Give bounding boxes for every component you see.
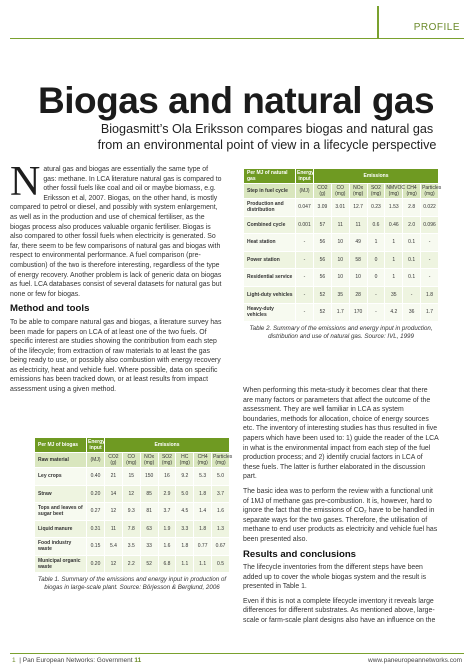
table2-unit-6: CH4 (mg): [403, 184, 421, 199]
table-cell: 3.01: [331, 199, 349, 217]
table-cell: 4.5: [176, 503, 194, 521]
row-label: Straw: [35, 485, 87, 503]
table-cell: 1.8: [194, 520, 212, 538]
table-cell: 1.1: [176, 555, 194, 573]
table-cell: -: [421, 269, 439, 287]
table1-unit-3: NOx (mg): [140, 453, 158, 468]
table1-unit-6: CH4 (mg): [194, 453, 212, 468]
table2-unit-0: (MJ): [296, 184, 314, 199]
table-cell: 4.2: [385, 304, 403, 322]
table-cell: 36: [403, 304, 421, 322]
table-cell: 11: [331, 216, 349, 234]
table-cell: 1.4: [194, 503, 212, 521]
table-cell: 1.9: [158, 520, 176, 538]
table-cell: 2.0: [403, 216, 421, 234]
method-heading: Method and tools: [10, 303, 90, 315]
table-cell: 0.20: [87, 555, 105, 573]
table-cell: 1.8: [194, 485, 212, 503]
table2-unit-2: CO (mg): [331, 184, 349, 199]
table-cell: 1.7: [331, 304, 349, 322]
row-label: Residential service: [244, 269, 296, 287]
table1-unit-2: CO (mg): [122, 453, 140, 468]
table-cell: 1.8: [176, 538, 194, 556]
table-cell: 56: [314, 251, 332, 269]
inventory-paragraph: Even if this is not a complete lifecycle inventory it reveals large differences for different substrates. As mentioned above, large-scale or farm-scale plant designs also have an influence on the: [243, 597, 436, 625]
table2-unit-1: CO2 (g): [314, 184, 332, 199]
table-cell: 0.6: [367, 216, 385, 234]
table2-block: [243, 168, 442, 341]
table-cell: 0: [367, 251, 385, 269]
table-cell: 10: [331, 234, 349, 252]
table2-energy-input-header: Energy input: [297, 170, 314, 182]
table-cell: 1: [385, 269, 403, 287]
table-cell: 14: [105, 485, 123, 503]
table2-unit-4: SO2 (mg): [367, 184, 385, 199]
table1-unit-5: HC (mg): [176, 453, 194, 468]
table-cell: 170: [349, 304, 367, 322]
table-cell: 52: [140, 555, 158, 573]
table-row: [244, 286, 439, 304]
row-label: Food industry waste: [35, 538, 87, 556]
table-cell: 5.0: [176, 485, 194, 503]
table-cell: -: [296, 251, 314, 269]
row-label: Heat station: [244, 234, 296, 252]
issue-number: 11: [134, 657, 142, 664]
table-row: [244, 234, 439, 252]
table-row: [244, 199, 439, 217]
table-cell: 56: [314, 269, 332, 287]
row-label: Ley crops: [35, 468, 87, 486]
intro-paragraph: Natural gas and biogas are essentially the same type of gas: methane. In LCA literature natural gas is compared to other fossil fuels like coal and oil or maybe biomass, e.g. Eriksson et al, 2007. Biogas, on the other hand, is mostly compared to petrol or diesel, and possibly with system enlargement, as well as in the production and use of chemical fertiliser, as the biogas process also produces valuable organic fertiliser. Biogas is also compared to other fossil fuels when electricity is generated. So far, there seem to be few comparisons of natural gas and biogas with respect to environmental performance. A fuel comparison (pre-combustion) of the two is therefore interesting, regardless of the type of energy recovery. Another problem is lack of generic data on biogas as fuel. LCA databases consist of several datasets for natural gas but none or few for biogas.: [10, 159, 222, 298]
table-cell: 58: [349, 251, 367, 269]
table2-corner: Per MJ of natural gas: [244, 169, 296, 184]
table-cell: 1: [385, 234, 403, 252]
table2-unit-7: Particles (mg): [422, 185, 442, 197]
table2-unit-5: NMVOC (mg): [386, 185, 405, 197]
article-headline: Biogas and natural gas: [38, 80, 435, 121]
table-cell: 0: [367, 269, 385, 287]
table2-unit-label: Step in fuel cycle: [244, 184, 296, 199]
table1-corner: Per MJ of biogas: [35, 438, 87, 453]
natural-gas-emissions-table: [243, 168, 442, 322]
table-cell: 0.31: [87, 520, 105, 538]
functional-unit-paragraph: The basic idea was to perform the review with a functional unit of 1MJ of methane gas pre-combustion. It is, however, hard to ignore the fact that the emissions of CO₂ have to be handled in separate ways for the two gases. Therefore, the utilisation of methane to end user products as electricity and vehicle fuel has been presented also.: [243, 487, 438, 543]
table-row: [244, 251, 439, 269]
table-row: [244, 269, 439, 287]
results-heading: Results and conclusions: [243, 548, 357, 560]
table-cell: 0.022: [421, 199, 439, 217]
right-column: [243, 386, 439, 631]
table-cell: 33: [140, 538, 158, 556]
table-cell: 0.15: [87, 538, 105, 556]
table-cell: 1: [367, 234, 385, 252]
row-label: Heavy-duty vehicles: [244, 304, 296, 322]
table1-unit-0: (MJ): [87, 453, 105, 468]
table-cell: 1.6: [158, 538, 176, 556]
row-label: Combined cycle: [244, 216, 296, 234]
table1-energy-input-header: Energy input: [88, 439, 105, 451]
table-cell: 7.8: [122, 520, 140, 538]
table-cell: 10: [349, 269, 367, 287]
table-cell: 0.1: [403, 251, 421, 269]
table-cell: 5.0: [212, 468, 230, 486]
row-label: Municipal organic waste: [35, 555, 87, 573]
footer-rule: [10, 653, 464, 654]
table-row: [35, 520, 230, 538]
table1-unit-7: Particles (mg): [213, 454, 233, 466]
table-cell: 28: [349, 286, 367, 304]
table-cell: 35: [385, 286, 403, 304]
table-cell: 9.3: [122, 503, 140, 521]
table-cell: 2.2: [122, 555, 140, 573]
biogas-emissions-table: [34, 437, 233, 573]
table-cell: 21: [105, 468, 123, 486]
table-cell: 1.8: [421, 286, 439, 304]
table-cell: 1.3: [212, 520, 230, 538]
table1-unit-label: Raw material: [35, 453, 87, 468]
table-cell: 0.23: [367, 199, 385, 217]
table-cell: 1: [385, 251, 403, 269]
table-cell: 35: [331, 286, 349, 304]
top-rule: [10, 38, 464, 39]
table-cell: 11: [349, 216, 367, 234]
row-label: Power station: [244, 251, 296, 269]
table-cell: 57: [314, 216, 332, 234]
table-cell: 11: [105, 520, 123, 538]
table-cell: 0.77: [194, 538, 212, 556]
table-row: [244, 304, 439, 322]
table-cell: 0.27: [87, 503, 105, 521]
page-number: 1: [12, 657, 16, 664]
table-cell: -: [421, 234, 439, 252]
table-cell: 0.096: [421, 216, 439, 234]
table-cell: 85: [140, 485, 158, 503]
table-cell: 0.40: [87, 468, 105, 486]
table-cell: 0.46: [385, 216, 403, 234]
table2-emissions-header: Emissions: [314, 169, 439, 184]
table-row: [35, 555, 230, 573]
table-cell: -: [403, 286, 421, 304]
table-cell: 56: [314, 234, 332, 252]
footer-url: www.paneuropeannetworks.com: [368, 657, 462, 664]
table-cell: 0.20: [87, 485, 105, 503]
table-cell: 2.9: [158, 485, 176, 503]
table-cell: -: [296, 286, 314, 304]
table-cell: 10: [331, 251, 349, 269]
table-cell: 3.5: [122, 538, 140, 556]
table-cell: -: [421, 251, 439, 269]
table-cell: 12: [105, 555, 123, 573]
section-label: PROFILE: [413, 22, 460, 33]
table-cell: 52: [314, 304, 332, 322]
table-cell: 12: [122, 485, 140, 503]
table1-unit-1: CO2 (g): [105, 453, 123, 468]
table-cell: 0.047: [296, 199, 314, 217]
standfirst: Biogasmitt’s Ola Eriksson compares biogas and natural gas from an environmental point of view in a lifecycle perspective: [97, 122, 437, 152]
table-row: [35, 485, 230, 503]
table-cell: 0.1: [403, 269, 421, 287]
meta-study-paragraph: When performing this meta-study it becomes clear that there are many factors or parameters that affect the outcome of the assessment. They are well familiar in LCA as system boundaries, methods for allocation, choice of energy sources etc. The inventory of interesting studies has thus resulted in five papers which have been used to: 1) guide the reader of the LCA in what is the environmental impact from each step of the fuel production process; and 2) identify crucial factors in LCA of these fuels. The latter is further elaborated in the discussion part.: [243, 387, 439, 481]
table-cell: 1.7: [421, 304, 439, 322]
table-cell: 52: [314, 286, 332, 304]
table-cell: 3.7: [158, 503, 176, 521]
table1-emissions-header: Emissions: [105, 438, 230, 453]
table-cell: 0.001: [296, 216, 314, 234]
table-cell: 5.4: [105, 538, 123, 556]
table-cell: 12: [105, 503, 123, 521]
table-row: [35, 468, 230, 486]
table1-block: [34, 437, 233, 592]
table-cell: 3.7: [212, 485, 230, 503]
table-cell: 2.8: [403, 199, 421, 217]
table-cell: 9.2: [176, 468, 194, 486]
table-row: [244, 216, 439, 234]
table-cell: 81: [140, 503, 158, 521]
table-cell: 15: [122, 468, 140, 486]
footer-left: 1 | Pan European Networks: Government 11: [12, 657, 142, 664]
table-cell: -: [296, 304, 314, 322]
table-cell: 1.6: [212, 503, 230, 521]
row-label: Liquid manure: [35, 520, 87, 538]
table2-caption: Table 2. Summary of the emissions and energy input in production, distribution and use of natural gas. Source: IVL, 1999: [249, 324, 433, 340]
profile-divider: [377, 6, 379, 38]
method-paragraph: To be able to compare natural gas and biogas, a literature survey has been made for papers on LCA of at least one of the two fuels. Of specific interest are studies showing the contribution from each step of the lifecycle; from extraction of raw materials to at least the gas being ready to use, or possibly also combustion with energy recovery as electricity, heat and vehicle fuel. Where possible, data on specific emissions has been tracked down, or at least results from impact assessment using a given method.: [10, 318, 222, 394]
table-cell: 1.1: [194, 555, 212, 573]
table-cell: 3.3: [176, 520, 194, 538]
table-cell: 5.3: [194, 468, 212, 486]
table-row: [35, 503, 230, 521]
table-cell: 0.1: [403, 234, 421, 252]
table1-unit-4: SO2 (mg): [158, 453, 176, 468]
table-cell: 0.5: [212, 555, 230, 573]
table-cell: -: [367, 286, 385, 304]
row-label: Light-duty vehicles: [244, 286, 296, 304]
table1-caption: Table 1. Summary of the emissions and energy input in production of biogas in large-scale plant. Source: Börjesson & Berglund, 2006: [37, 576, 227, 591]
table-cell: 6.8: [158, 555, 176, 573]
table-cell: 63: [140, 520, 158, 538]
table-cell: 0.67: [212, 538, 230, 556]
table-cell: 3.09: [314, 199, 332, 217]
table-cell: 1.53: [385, 199, 403, 217]
table-row: [35, 538, 230, 556]
table-cell: 150: [140, 468, 158, 486]
row-label: Tops and leaves of sugar beet: [35, 503, 87, 521]
drop-cap: N: [10, 159, 41, 205]
table2-unit-3: NOx (mg): [349, 184, 367, 199]
table-cell: -: [296, 269, 314, 287]
table-cell: -: [296, 234, 314, 252]
left-column: [10, 159, 222, 400]
results-paragraph: The lifecycle inventories from the different steps have been added up to cover the whole biogas system and the result is presented in Table 1.: [243, 564, 427, 591]
table-cell: -: [367, 304, 385, 322]
table-cell: 49: [349, 234, 367, 252]
table-cell: 10: [331, 269, 349, 287]
row-label: Production and distribution: [244, 199, 296, 217]
publication-name: Pan European Networks: Government: [22, 657, 133, 664]
table-cell: 16: [158, 468, 176, 486]
table-cell: 12.7: [349, 199, 367, 217]
